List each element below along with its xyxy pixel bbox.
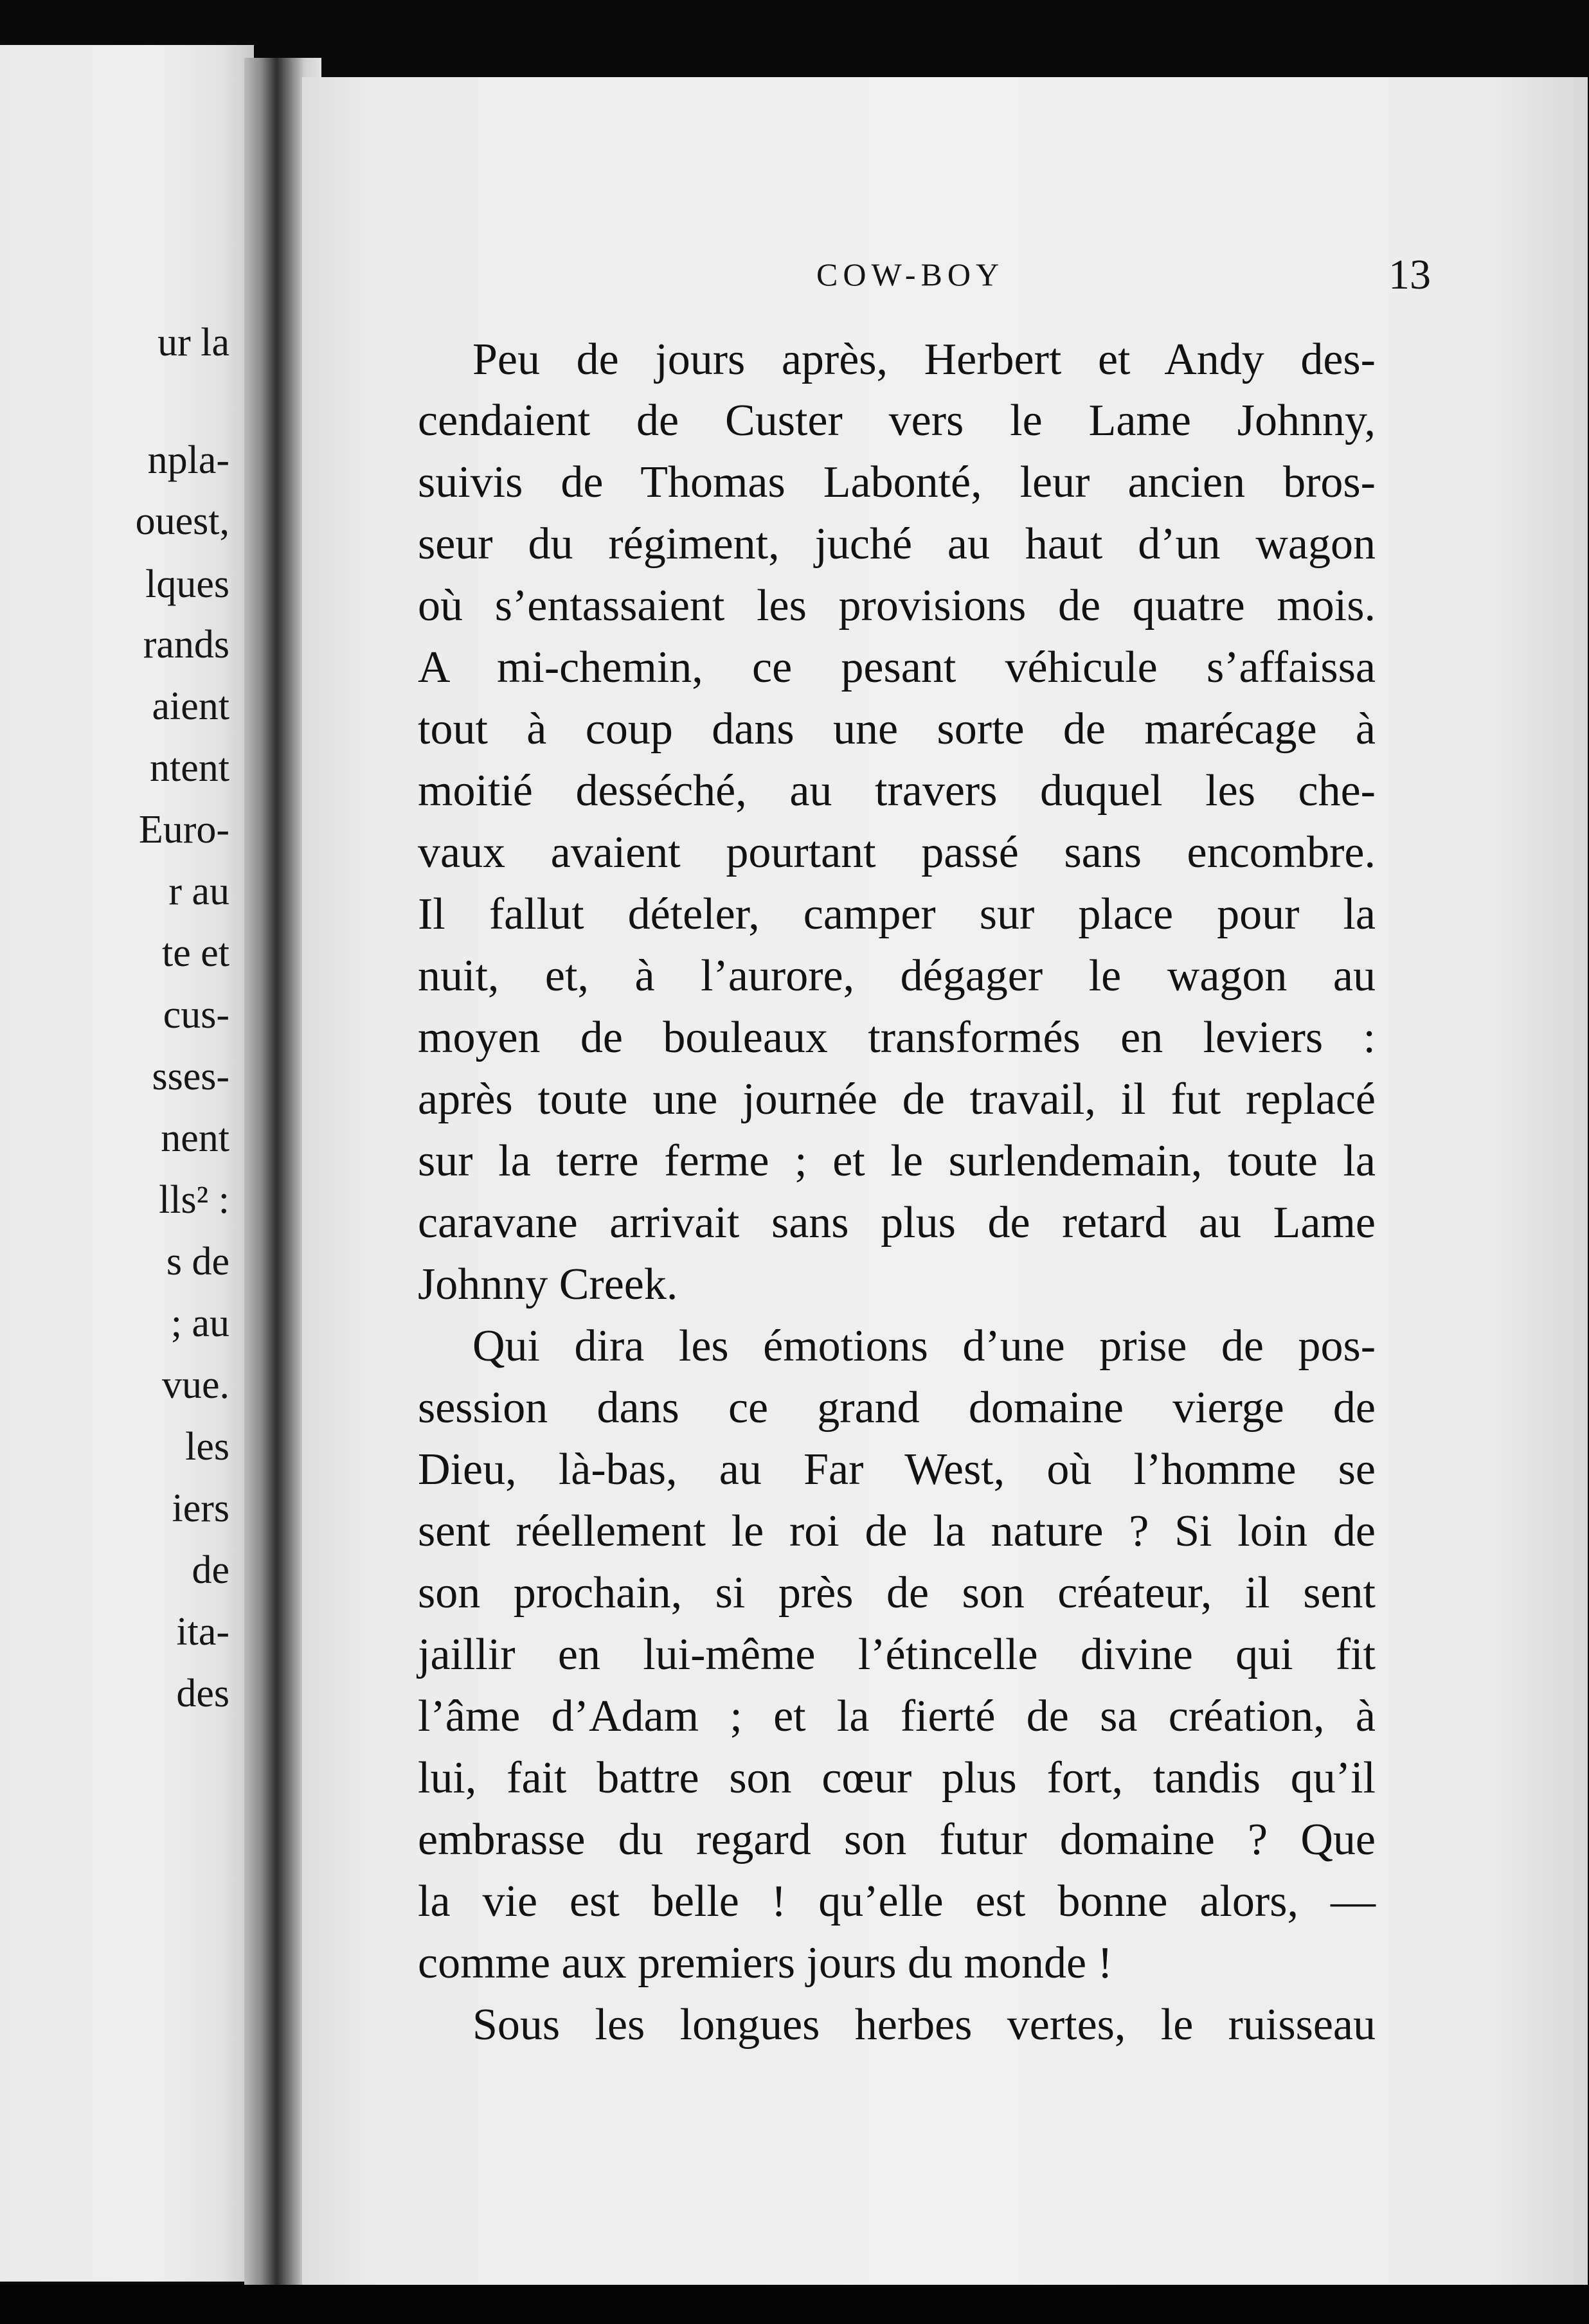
paragraph-line: son prochain, si près de son créateur, il sent (418, 1568, 1376, 1618)
running-header (302, 251, 1588, 302)
paragraph-line: jaillir en lui-même l’étincelle divine qui fit (418, 1630, 1376, 1679)
paragraph-line: embrasse du regard son futur domaine ? Que (418, 1815, 1376, 1864)
left-text-line: Euro- (138, 808, 229, 852)
left-text-line: cus- (163, 993, 229, 1037)
paragraph-line: vaux avaient pourtant passé sans encombre. (418, 828, 1376, 877)
left-text-line: vue. (161, 1363, 229, 1407)
paragraph-line: Qui dira les émotions d’une prise de pos- (472, 1321, 1376, 1371)
paragraph-line: suivis de Thomas Labonté, leur ancien bros- (418, 458, 1376, 507)
paragraph-line: moyen de bouleaux transformés en leviers : (418, 1013, 1376, 1062)
paragraph-line: caravane arrivait sans plus de retard au Lame (418, 1198, 1376, 1247)
paragraph-line: nuit, et, à l’aurore, dégager le wagon au (418, 951, 1376, 1001)
paragraph-line: moitié desséché, au travers duquel les che- (418, 766, 1376, 816)
left-text-line: s de (166, 1240, 229, 1283)
paragraph-line: A mi-chemin, ce pesant véhicule s’affaissa (418, 643, 1376, 692)
left-text-line: les (185, 1425, 229, 1469)
scan-border (0, 2285, 1589, 2324)
paragraph-line: où s’entassaient les provisions de quatre mois. (418, 581, 1376, 630)
paragraph-line: tout à coup dans une sorte de marécage à (418, 704, 1376, 754)
paragraph-line: Sous les longues herbes vertes, le ruisseau (472, 2000, 1376, 2050)
left-text-line: rands (143, 623, 229, 666)
left-text-line: lls² : (159, 1178, 229, 1222)
book-page (302, 77, 1588, 2288)
paragraph-line: Il fallut dételer, camper sur place pour la (418, 889, 1376, 939)
paragraph-line: session dans ce grand domaine vierge de (418, 1383, 1376, 1433)
paragraph-line: comme aux premiers jours du monde ! (418, 1938, 1113, 1988)
left-text-line: nent (161, 1116, 229, 1160)
left-text-line: iers (172, 1487, 229, 1530)
paragraph-line: sent réellement le roi de la nature ? Si loin de (418, 1506, 1376, 1556)
left-text-line: ita- (176, 1610, 229, 1654)
left-page-fragment (0, 45, 254, 2282)
paragraph-line: sur la terre ferme ; et le surlendemain, toute la (418, 1136, 1376, 1186)
paragraph-line: cendaient de Custer vers le Lame Johnny, (418, 396, 1376, 445)
paragraph-line: après toute une journée de travail, il fut replacé (418, 1075, 1376, 1124)
left-text-line: ur la (157, 321, 229, 364)
paragraph-line: Johnny Creek. (418, 1260, 678, 1309)
paragraph-line: seur du régiment, juché au haut d’un wagon (418, 519, 1376, 569)
paragraph-line: lui, fait battre son cœur plus fort, tandis qu’il (418, 1753, 1376, 1803)
page-number: 13 (1388, 251, 1431, 298)
left-text-line: des (176, 1672, 229, 1715)
left-text-line: sses- (152, 1055, 229, 1098)
running-head-title: COW-BOY (816, 256, 1005, 292)
paragraph-line: Dieu, là-bas, au Far West, où l’homme se (418, 1445, 1376, 1494)
paragraph-line: l’âme d’Adam ; et la fierté de sa création, à (418, 1692, 1376, 1741)
left-text-line: ouest, (135, 499, 229, 543)
left-text-line: te et (162, 931, 229, 975)
left-text-line: de (192, 1548, 229, 1592)
left-text-line: r au (168, 870, 229, 913)
paragraph-line: la vie est belle ! qu’elle est bonne alors, — (418, 1877, 1376, 1926)
left-text-line: ; au (170, 1301, 229, 1345)
left-text-line: lques (145, 562, 229, 606)
left-text-line: npla- (147, 438, 229, 482)
left-text-line: ntent (150, 746, 229, 790)
paragraph-line: Peu de jours après, Herbert et Andy des- (472, 335, 1376, 384)
left-text-line: aient (152, 684, 229, 728)
